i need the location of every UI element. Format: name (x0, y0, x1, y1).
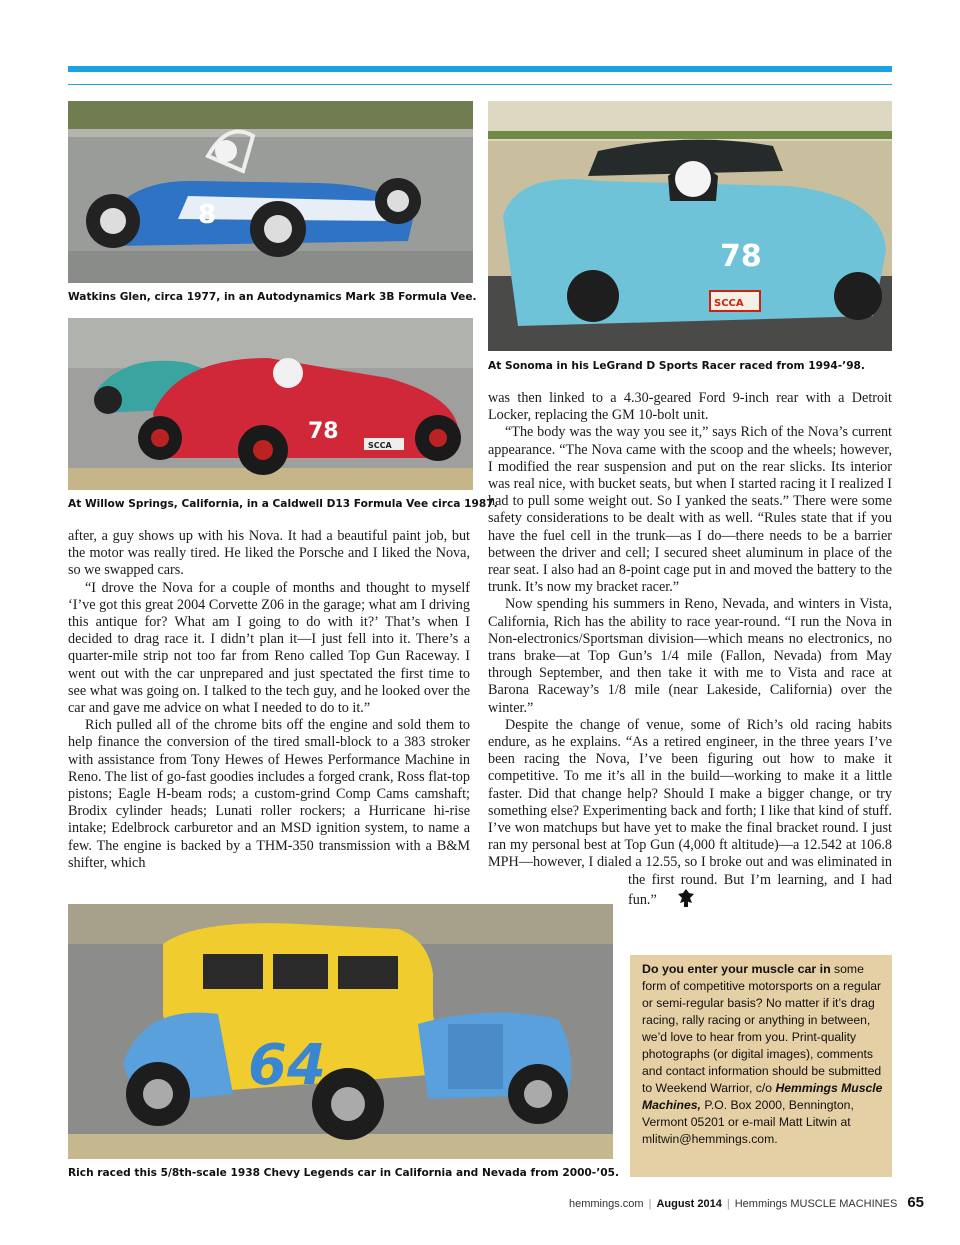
car-number-78-sports: 78 (720, 239, 762, 274)
footer-site: hemmings.com (569, 1198, 644, 1210)
sidebar-body-b: P.O. Box 2000, Bennington, Vermont 05201 or e-mail Matt Litwin at mlitwin@hemmings.com. (642, 1098, 854, 1146)
photo-watkins-glen-formula-vee (68, 101, 473, 283)
page-number: 65 (907, 1194, 924, 1211)
footer-issue: August 2014 (656, 1198, 722, 1210)
caption-willow-springs: At Willow Springs, California, in a Caldwell D13 Formula Vee circa 1987. (68, 498, 498, 510)
sidebar-magazine: Hemmings Muscle Machines, (642, 1081, 883, 1112)
car-number-78-vee: 78 (308, 419, 339, 444)
scca-decal-red: SCCA (368, 441, 392, 450)
end-mark-icon (661, 889, 694, 912)
header-rule-thin (68, 84, 892, 85)
paragraph: “I drove the Nova for a couple of months and thought to myself ‘I’ve got this great 2004 Corvette Z06 in the garage; what am I driving this antique for? What am I going to do with it?’ That’s when I decided to drag race it. I didn’t plan it—I just fell into it. There’s a quarter-mile strip not too far from Reno called Top Gun Raceway. I went out with the car unprepared and just spectated the first time to see what was going on. I talked to the tech guy, and he looked over the car and gave me advice on what I needed to do to it.” (68, 579, 470, 717)
caption-watkins-glen: Watkins Glen, circa 1977, in an Autodynamics Mark 3B Formula Vee. (68, 291, 477, 303)
caption-chevy-legends: Rich raced this 5/8th-scale 1938 Chevy Legends car in California and Nevada from 2000-’05. (68, 1167, 619, 1179)
car-number-64: 64 (248, 1033, 326, 1098)
paragraph: Despite the change of venue, some of Rich’s old racing habits endure, as he explains. “As a retired engineer, in the three years I’ve been racing the Nova, I’ve been figuring out how to make it competitive. To me it’s all in the build—working to make it a little faster. Did that change help? Should I make a bigger change, or try something else? Experimenting back and forth; I like that kind of stuff. I’ve won matchups but have yet to make the final bracket round. I just ran my personal best at Top Gun (4,000 ft altitude)—a 12.542 at 106.8 MPH—however, I dialed a 12.55, so I broke out and was eliminated in the first round. But I’m learning, and I had fun.” (488, 717, 892, 912)
paragraph: after, a guy shows up with his Nova. It had a beautiful paint job, but the motor was really tired. He liked the Porsche and I liked the Nova, so we swapped cars. (68, 528, 470, 579)
paragraph: was then linked to a 4.30-geared Ford 9-inch rear with a Detroit Locker, replacing the GM 10-bolt unit. (488, 390, 892, 424)
photo-chevy-legends-car (68, 904, 613, 1159)
paragraph: Rich pulled all of the chrome bits off the engine and sold them to help finance the conversion of the tired small-block to a 383 stroker with assistance from Tony Hewes of Hewes Performance Machine in Reno. The list of go-fast goodies includes a forged crank, Ross flat-top pistons; Eagle H-beam rods; a custom-grind Comp Cams camshaft; Brodix cylinder heads; Lunati roller rockers; a Hurricane hi-rise intake; Edelbrock carburetor and an MSD ignition system, to name a few. The engine is backed by a THM-350 transmission with a B&M shifter, which (68, 717, 470, 871)
paragraph: “The body was the way you see it,” says Rich of the Nova’s current appearance. “The Nova came with the scoop and the wheels; however, I modified the rear suspension and put on the rear slicks. Its interior was real nice, with bucket seats, but when I started racing it I realized I had to pull some weight out. So I yanked the seats.” There were some safety considerations to be dealt with as well. “Rules state that if you have the fuel cell in the trunk—as I do—there needs to be a barrier between the driver and cell; I secured sheet aluminum in place of the rear seat. I also had an 8-point cage put in and moved the battery to the trunk. It’s now my bracket racer.” (488, 424, 892, 596)
sidebar-text (642, 961, 884, 1148)
footer-magazine: Hemmings MUSCLE MACHINES (734, 1198, 898, 1210)
sidebar-lead: Do you enter your muscle car in (642, 962, 831, 976)
page-footer: hemmings.com | August 2014 | Hemmings MUSCLE MACHINES 65 (569, 1194, 924, 1211)
photo-sonoma-legrand-sports-racer (488, 101, 892, 351)
paragraph: Now spending his summers in Reno, Nevada, and winters in Vista, California, Rich has the ability to race year-round. “I run the Nova in Non-electronics/Sportsman division—which means no electronics, no trans brake—at Top Gun’s 1/4 mile (Fallon, Nevada) from May through September, and then take it with me to Vista and race at Barona Raceway’s 1/8 mile (near Lakeside, California) over the winter.” (488, 596, 892, 716)
header-rule-thick (68, 66, 892, 72)
car-number-8: 8 (198, 200, 217, 230)
sidebar-body-a: some form of competitive motorsports on a regular or semi-regular basis? No matter if it’s drag racing, rally racing or anything in between, we’d love to hear from you. Print-quality photographs (or digital images), comments and contact information should be submitted to Weekend Warrior, c/o (642, 962, 882, 1095)
article-left-column (68, 528, 470, 872)
weekend-warrior-sidebar (630, 955, 892, 1177)
photo-willow-springs-formula-vee (68, 318, 473, 490)
caption-sonoma: At Sonoma in his LeGrand D Sports Racer raced from 1994-’98. (488, 360, 865, 372)
article-right-column (488, 390, 892, 948)
scca-decal: SCCA (714, 298, 744, 309)
